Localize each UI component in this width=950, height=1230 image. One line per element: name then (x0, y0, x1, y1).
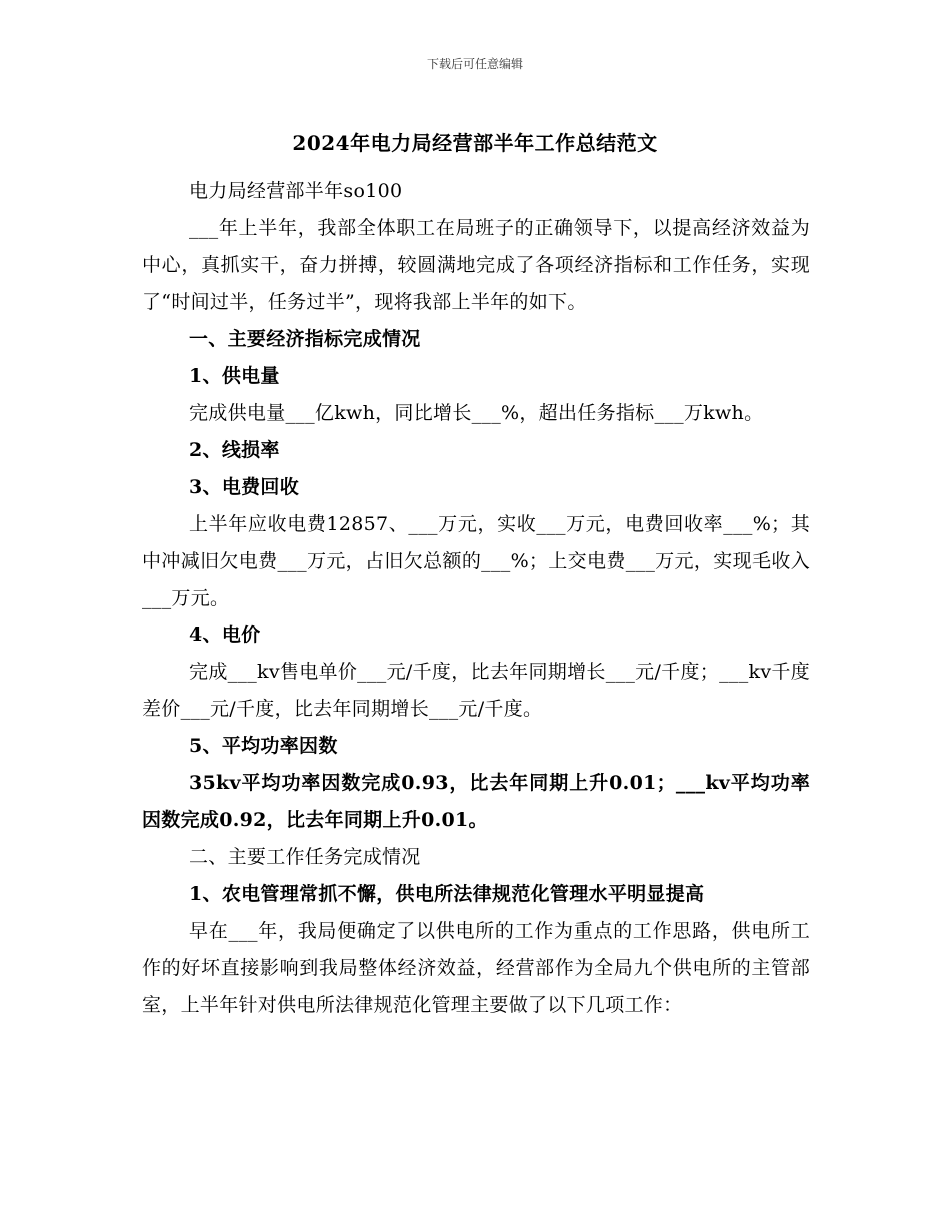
paragraph-rural-management: 早在___年，我局便确定了以供电所的工作为重点的工作思路，供电所工作的好坏直接影响到我局整体经济效益，经营部作为全局九个供电所的主管部室，上半年针对供电所法律规范化管理主要做了以下几项工作： (142, 920, 810, 1016)
heading-rural-management: 1、农电管理常抓不懈，供电所法律规范化管理水平明显提高 (189, 883, 705, 905)
heading-power-supply: 1、供电量 (189, 365, 280, 387)
heading-line-loss: 2、线损率 (189, 439, 280, 461)
heading-section-2: 二、主要工作任务完成情况 (189, 846, 421, 868)
paragraph-electricity-price: 完成___kv售电单价___元/千度，比去年同期增长___元/千度；___kv千度差价___元/千度，比去年同期增长___元/千度。 (142, 661, 810, 720)
paragraph-power-supply: 完成供电量___亿kwh，同比增长___%，超出任务指标___万kwh。 (189, 402, 764, 424)
paragraph-intro-line: 电力局经营部半年so100 (189, 180, 403, 202)
paragraph-fee-collection: 上半年应收电费12857、___万元，实收___万元，电费回收率___%；其中冲减旧欠电费___万元，占旧欠总额的___%；上交电费___万元，实现毛收入___万元。 (142, 513, 810, 609)
paragraph-power-factor: 35kv平均功率因数完成0.93，比去年同期上升0.01；___kv平均功率因数完成0.92，比去年同期上升0.01。 (142, 772, 810, 831)
header-note: 下载后可任意编辑 (426, 57, 523, 71)
heading-power-factor: 5、平均功率因数 (189, 735, 338, 757)
paragraph-summary: ___年上半年，我部全体职工在局班子的正确领导下，以提高经济效益为中心，真抓实干，奋力拼搏，较圆满地完成了各项经济指标和工作任务，实现了“时间过半，任务过半”，现将我部上半年的如下。 (142, 217, 810, 313)
heading-electricity-price: 4、电价 (189, 624, 261, 646)
document-body (142, 173, 810, 1024)
document-title: 2024年电力局经营部半年工作总结范文 (292, 131, 658, 155)
heading-fee-collection: 3、电费回收 (189, 476, 300, 498)
heading-section-1: 一、主要经济指标完成情况 (189, 328, 421, 350)
